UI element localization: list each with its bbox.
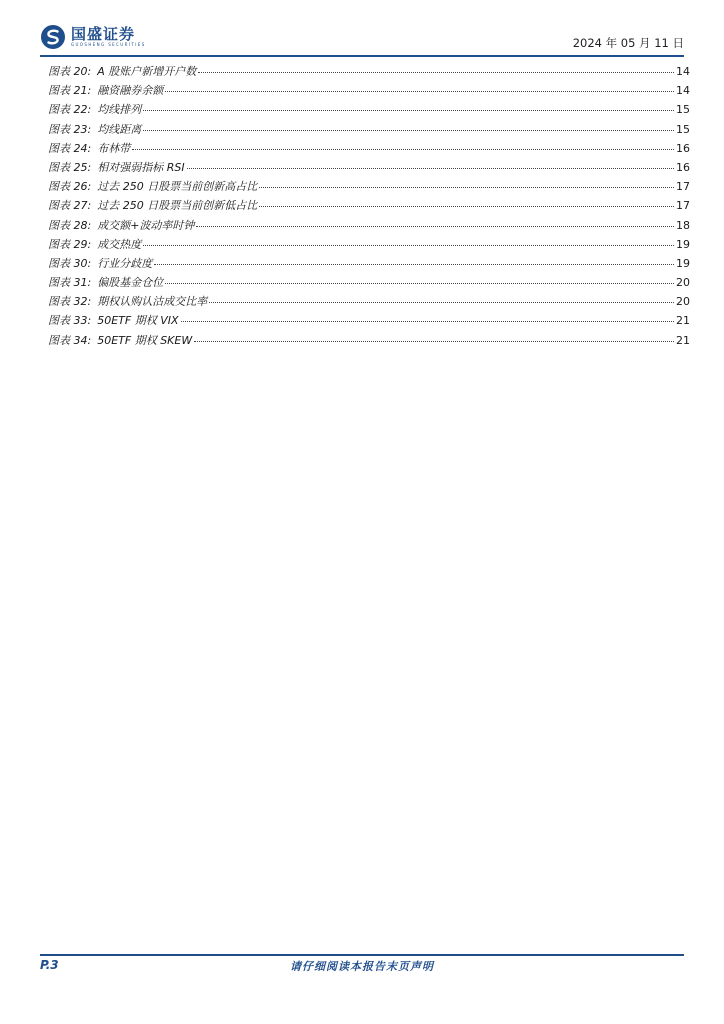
toc-entry[interactable] [48, 101, 690, 120]
toc-entry[interactable] [48, 121, 690, 140]
toc-entry[interactable] [48, 140, 690, 159]
toc-dot-leader [196, 226, 674, 227]
toc-entry-label: 图表 20: [48, 65, 92, 78]
toc-dot-leader [132, 149, 674, 150]
toc-entry-label: 图表 22: [48, 103, 92, 117]
toc-entry-title: 50ETF 期权 VIX [97, 314, 179, 328]
toc-entry-title: A 股账户新增开户数 [97, 65, 197, 78]
toc-entry-label: 图表 33: [48, 314, 92, 328]
toc-dot-leader [165, 91, 674, 92]
toc-entry-title: 成交额+波动率时钟 [97, 218, 195, 232]
toc-entry-page: 17 [676, 180, 690, 194]
toc-entry-title: 过去 250 日股票当前创新低占比 [97, 199, 258, 213]
toc-entry-page: 20 [676, 295, 690, 309]
toc-entry-page: 19 [676, 256, 690, 270]
toc-entry-label: 图表 31: [48, 276, 92, 290]
guosheng-logo-icon [40, 24, 66, 50]
toc-entry[interactable] [48, 159, 690, 178]
footer-divider [40, 954, 684, 956]
toc-entry-page: 21 [676, 314, 690, 328]
toc-entry-title: 相对强弱指标 RSI [97, 160, 185, 174]
toc-entry-label: 图表 25: [48, 160, 92, 174]
toc-entry[interactable] [48, 255, 690, 274]
brand-name-en: GUOSHENG SECURITIES [71, 42, 146, 47]
toc-entry[interactable] [48, 63, 690, 82]
toc-entry-label: 图表 29: [48, 237, 92, 251]
toc-entry-label: 图表 28: [48, 218, 92, 232]
toc-entry-label: 图表 23: [48, 122, 92, 136]
toc-entry-page: 14 [676, 84, 690, 98]
toc-entry-label: 图表 27: [48, 199, 92, 213]
toc-entry-title: 布林带 [97, 141, 131, 155]
toc-entry[interactable] [48, 236, 690, 255]
toc-entry-page: 21 [676, 333, 690, 347]
toc-dot-leader [194, 341, 674, 342]
toc-dot-leader [209, 302, 674, 303]
toc-entry-page: 16 [676, 141, 690, 155]
toc-entry-label: 图表 26: [48, 180, 92, 194]
toc-entry[interactable] [48, 82, 690, 101]
toc-entry-title: 50ETF 期权 SKEW [97, 333, 193, 347]
toc-entry-title: 成交热度 [97, 237, 142, 251]
report-date: 2024 年 05 月 11 日 [572, 36, 684, 50]
toc-dot-leader [143, 245, 674, 246]
toc-entry-page: 15 [676, 122, 690, 136]
toc-entry[interactable] [48, 293, 690, 312]
toc-entry-page: 20 [676, 276, 690, 290]
figure-toc-list [48, 63, 690, 351]
toc-dot-leader [198, 72, 674, 73]
page-header [40, 22, 684, 52]
toc-dot-leader [143, 130, 674, 131]
header-divider [40, 55, 684, 57]
brand-logo [40, 22, 146, 52]
toc-dot-leader [154, 264, 674, 265]
brand-name-cn: 国盛证券 [71, 25, 136, 43]
toc-entry[interactable] [48, 217, 690, 236]
toc-entry-label: 图表 21: [48, 84, 92, 98]
toc-entry-page: 15 [676, 103, 690, 117]
toc-entry-label: 图表 34: [48, 333, 92, 347]
toc-entry-page: 17 [676, 199, 690, 213]
toc-dot-leader [259, 206, 674, 207]
toc-dot-leader [181, 321, 675, 322]
toc-entry-page: 18 [676, 218, 690, 232]
toc-entry[interactable] [48, 197, 690, 216]
toc-entry-title: 过去 250 日股票当前创新高占比 [97, 180, 258, 194]
toc-entry-title: 均线距离 [97, 122, 142, 136]
toc-entry-title: 偏股基金仓位 [97, 276, 164, 290]
toc-entry-label: 图表 32: [48, 295, 92, 309]
toc-dot-leader [187, 168, 674, 169]
toc-entry-title: 行业分歧度 [97, 256, 153, 270]
toc-entry-page: 16 [676, 160, 690, 174]
toc-entry-page: 19 [676, 237, 690, 251]
toc-dot-leader [259, 187, 674, 188]
toc-entry[interactable] [48, 178, 690, 197]
toc-entry-page: 14 [676, 65, 690, 78]
toc-entry-title: 融资融券余额 [97, 84, 164, 98]
toc-entry[interactable] [48, 332, 690, 351]
toc-entry-label: 图表 24: [48, 141, 92, 155]
disclaimer-note: 请仔细阅读本报告末页声明 [290, 960, 434, 973]
toc-entry-title: 均线排列 [97, 103, 142, 117]
toc-entry-label: 图表 30: [48, 256, 92, 270]
toc-dot-leader [143, 110, 674, 111]
toc-dot-leader [165, 283, 674, 284]
page-number: P.3 [40, 958, 59, 972]
toc-entry[interactable] [48, 312, 690, 331]
toc-entry-title: 期权认购认沽成交比率 [97, 295, 208, 309]
toc-entry[interactable] [48, 274, 690, 293]
